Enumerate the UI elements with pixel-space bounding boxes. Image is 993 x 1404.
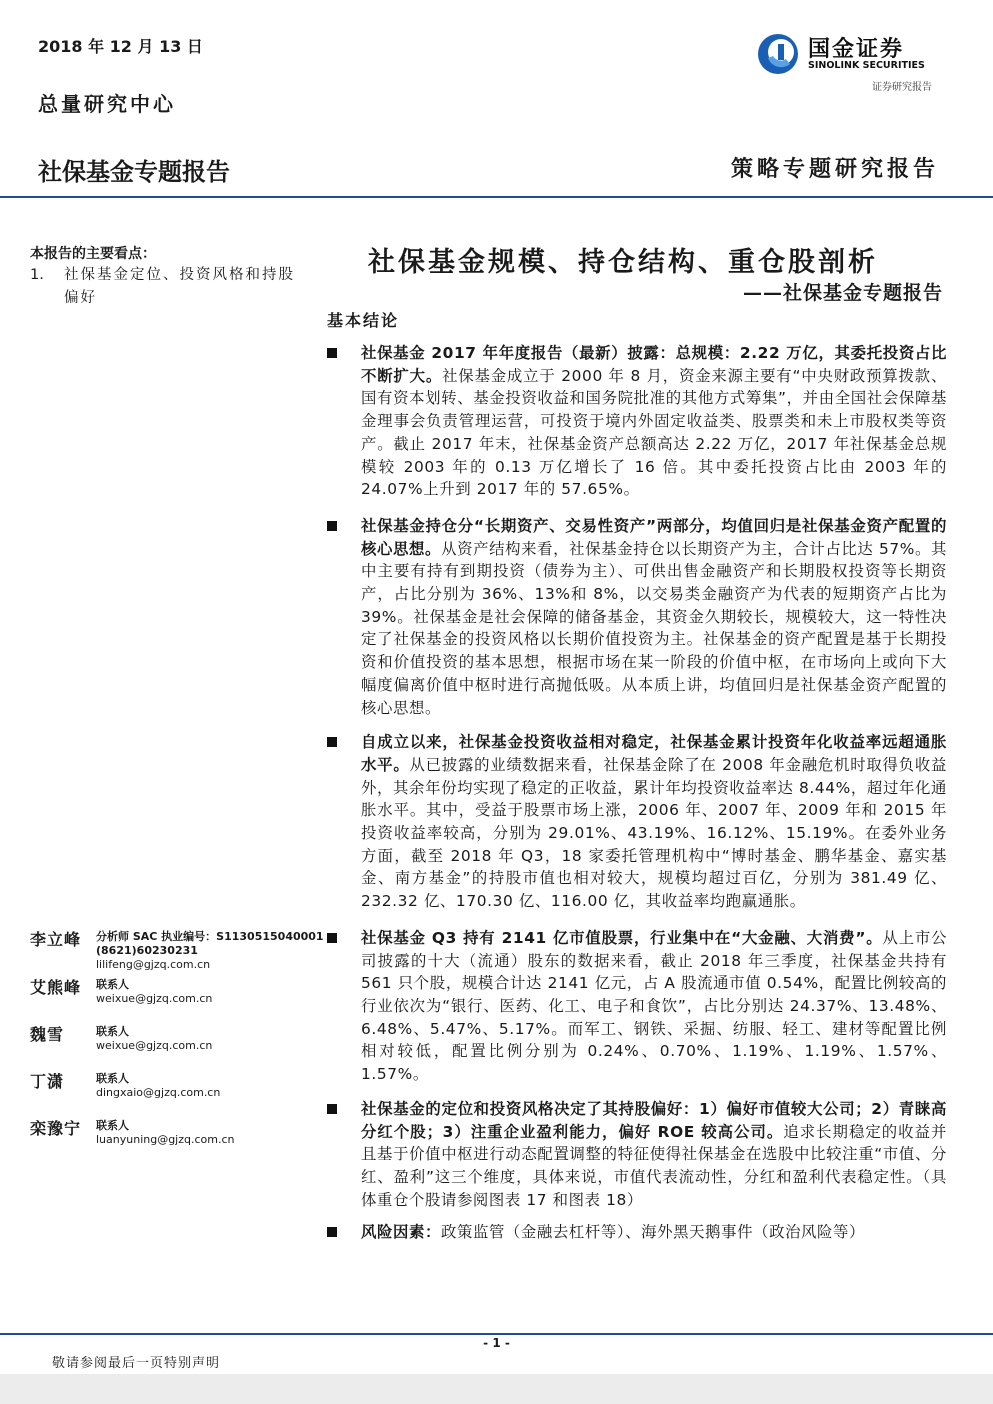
highlight-item (30, 264, 310, 310)
author-role: 联系人 (96, 1072, 129, 1085)
conclusion-lead: 社保基金 Q3 持有 2141 亿市值股票，行业集中在“大金融、大消费”。 (361, 928, 883, 947)
conclusion-body: 从已披露的业绩数据来看，社保基金除了在 2008 年金融危机时取得负收益外，其余年份均实现了稳定的正收益，累计年均投资收益率达 8.44%，超过年化通胀水平。其中，受益于股票市场上涨，2006 年、2007 年、2009 年和 2015 年投资收益率较高，分别为 29.01%、43.19%、16.12%、15.19%。在委外业务方面，截至 2018 年 Q3，18 家委托管理机构中“博时基金、鹏华基金、嘉实基金、南方基金”的持股市值也相对较大，规模均超过百亿，分别为 381.49 亿、232.32 亿、170.30 亿、116.00 亿，其收益率均跑赢通胀。 (361, 755, 947, 911)
author-role: 分析师 SAC 执业编号：S1130515040001 (96, 930, 324, 943)
report-subtitle: ——社保基金专题报告 (742, 282, 943, 304)
author-role: 联系人 (96, 1119, 129, 1132)
conclusion-item (327, 1221, 947, 1244)
conclusion-lead: 社保基金持仓分“长期资产、交易性资产”两部分，均值回归是社保基金资产配置的核心思想。 (361, 516, 947, 558)
bullet-square-icon (327, 521, 337, 531)
author-name: 魏雪 (30, 1025, 65, 1044)
author-email[interactable]: weixue@gjzq.com.cn (96, 992, 213, 1005)
author-email[interactable]: dingxaio@gjzq.com.cn (96, 1086, 221, 1099)
report-title: 社保基金规模、持仓结构、重仓股剖析 (368, 247, 878, 278)
author-name: 艾熊峰 (30, 978, 82, 997)
report-type: 社保基金专题报告 (38, 158, 230, 186)
author-name: 栾豫宁 (30, 1119, 82, 1138)
report-category: 策略专题研究报告 (730, 156, 939, 182)
author-email[interactable]: luanyuning@gjzq.com.cn (96, 1133, 235, 1146)
author-email[interactable]: weixue@gjzq.com.cn (96, 1039, 213, 1052)
conclusion-body: 从上市公司披露的十大（流通）股东的数据来看，截止 2018 年三季度，社保基金共持有 561 只个股，规模合计达 2141 亿元，占 A 股流通市值 0.54%，配置比例较高的行业依次为“银行、医药、化工、电子和食饮”，占比分别达 24.37%、13.48%、6.48%、5.47%、5.17%。而军工、钢铁、采掘、纺服、轻工、建材等配置比例相对较低，配置比例分别为 0.24%、0.70%、1.19%、1.19%、1.57%、1.57%。 (361, 928, 947, 1084)
conclusion-list (327, 342, 947, 1244)
conclusion-item (327, 515, 947, 719)
bullet-square-icon (327, 348, 337, 358)
conclusion-body: 从资产结构来看，社保基金持仓以长期资产为主，合计占比达 57%。其中主要有持有到期投资（债券为主）、可供出售金融资产和长期股权投资等长期资产，占比分别为 36%、13%和 8%，以交易类金融资产为代表的短期资产占比为 39%。社保基金是社会保障的储备基金，其资金久期较长，规模较大，这一特性决定了社保基金的投资风格以长期价值投资为主。社保基金的资产配置是基于长期投资和价值投资的基本思想，根据市场在某一阶段的价值中枢，在市场向上或向下大幅度偏离价值中枢时进行高抛低吸。从本质上讲，均值回归是社保基金资产配置的核心思想。 (361, 539, 947, 717)
conclusion-lead: 风险因素： (361, 1223, 441, 1242)
logo-chinese-name: 国金证券 (808, 37, 905, 62)
bullet-square-icon (327, 933, 337, 943)
author-email[interactable]: lilifeng@gjzq.com.cn (96, 958, 211, 971)
author-phone: (8621)60230231 (96, 944, 198, 957)
page-number: - 1 - (483, 1336, 510, 1350)
logo-english-name: SINOLINK SECURITIES (808, 60, 925, 71)
author-name: 李立峰 (30, 930, 82, 949)
conclusion-body: 追求长期稳定的收益并且基于价值中枢进行动态配置调整的特征使得社保基金在选股中比较注重“市值、分红、盈利”这三个维度，具体来说，市值代表流动性，分红和盈利代表稳定性。（具体重仓个股请参阅图表 17 和图表 18） (361, 1122, 947, 1209)
conclusion-item (327, 731, 947, 913)
section-title: 基本结论 (327, 311, 400, 330)
logo-subtitle: 证券研究报告 (872, 82, 932, 93)
conclusion-lead: 社保基金的定位和投资风格决定了其持股偏好：1）偏好市值较大公司；2）青睐高分红个股；3）注重企业盈利能力，偏好 ROE 较高公司。 (361, 1099, 947, 1141)
author-role: 联系人 (96, 978, 129, 991)
conclusion-item (327, 927, 947, 1086)
author-name: 丁潇 (30, 1072, 65, 1091)
conclusion-lead: 社保基金 2017 年年度报告（最新）披露：总规模：2.22 万亿，其委托投资占比不断扩大。 (361, 344, 947, 385)
conclusion-body: 社保基金成立于 2000 年 8 月，资金来源主要有“中央财政预算拨款、国有资本划转、基金投资收益和国务院批准的其他方式筹集”，并由全国社会保障基金理事会负责管理运营，可投资于境内外固定收益类、股票类和未上市股权类等资产。截止 2017 年末，社保基金资产总额高达 2.22 万亿，2017 年社保基金总规模较 2003 年的 0.13 万亿增长了 16 倍。其中委托投资占比由 2003 年的 24.07%上升到 2017 年的 57.65%。 (361, 366, 947, 499)
bullet-square-icon (327, 1227, 337, 1237)
conclusion-item (327, 342, 947, 501)
conclusion-lead: 自成立以来，社保基金投资收益相对稳定，社保基金累计投资年化收益率远超通胀水平。 (361, 733, 947, 774)
author-role: 联系人 (96, 1025, 129, 1038)
conclusion-item (327, 1098, 947, 1212)
highlight-number: 1. (30, 267, 44, 283)
page-bottom-band (0, 1374, 993, 1404)
report-date: 2018 年 12 月 13 日 (38, 37, 203, 56)
department-name: 总量研究中心 (38, 92, 176, 116)
footer-divider (0, 1333, 993, 1335)
bullet-square-icon (327, 1104, 337, 1114)
bullet-square-icon (327, 737, 337, 747)
conclusion-body: 政策监管（金融去杠杆等）、海外黑天鹅事件（政治风险等） (440, 1223, 866, 1242)
disclaimer: 敬请参阅最后一页特别声明 (52, 1356, 221, 1371)
highlight-text: 社保基金定位、投资风格和持股偏好 (64, 267, 295, 306)
header-divider (0, 196, 993, 198)
highlights-title: 本报告的主要看点： (30, 246, 156, 262)
